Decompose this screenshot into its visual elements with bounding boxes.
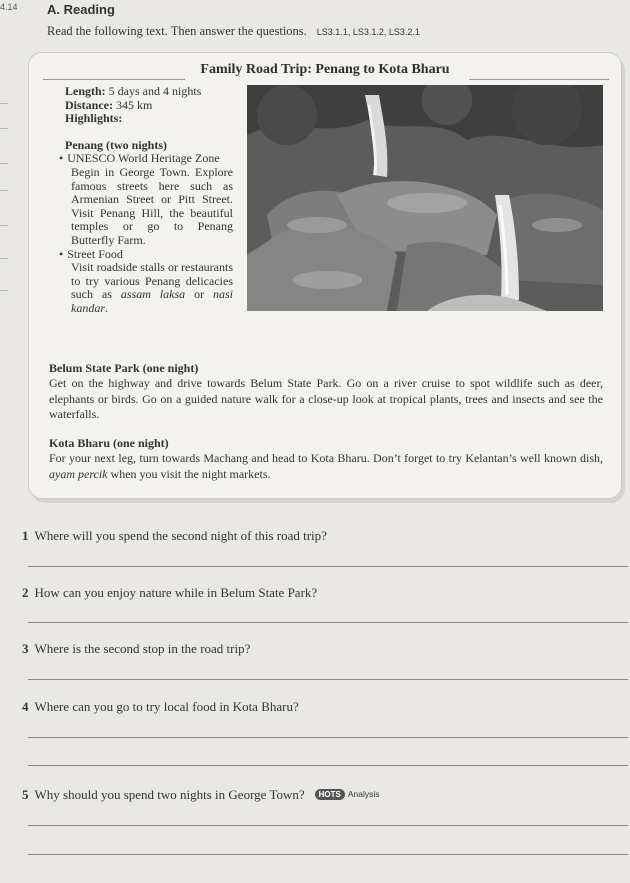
margin-mark <box>0 190 8 191</box>
margin-mark <box>0 258 8 259</box>
question-text: Why should you spend two nights in George Town? <box>34 787 305 802</box>
hots-label: Analysis <box>347 789 380 799</box>
question-4 <box>22 699 299 715</box>
answer-line-5a[interactable] <box>28 825 628 826</box>
belum-text: Get on the highway and drive towards Belum State Park. Go on a river cruise to spot wildlife such as deer, elephants or birds. Go on a guided nature walk for a close-up look at tropical plants, trees and insects and see the waterfalls. <box>49 376 603 422</box>
question-number: 5 <box>22 787 29 802</box>
penang-food-text <box>65 261 233 315</box>
passage-box <box>28 52 622 499</box>
dish-end: . <box>105 300 108 315</box>
answer-line-5b[interactable] <box>28 854 628 855</box>
instruction-text: Read the following text. Then answer the questions. <box>47 24 307 38</box>
title-rule-right <box>469 79 609 80</box>
dish-ayam-percik: ayam percik <box>49 466 108 481</box>
length-value: 5 days and 4 nights <box>108 84 202 98</box>
standards-codes: LS3.1.1, LS3.1.2, LS3.2.1 <box>316 27 420 37</box>
question-text: Where is the second stop in the road trip? <box>34 641 251 656</box>
question-number: 1 <box>22 528 29 543</box>
question-1 <box>22 528 327 544</box>
instruction <box>47 24 420 39</box>
question-number: 2 <box>22 585 29 600</box>
passage-title: Family Road Trip: Penang to Kota Bharu <box>200 62 450 77</box>
question-text: How can you enjoy nature while in Belum State Park? <box>34 585 318 600</box>
answer-line-4b[interactable] <box>28 765 628 766</box>
answer-line-4a[interactable] <box>28 737 628 738</box>
kota-text-end: when you visit the night markets. <box>110 466 271 481</box>
penang-food-plain: Visit roadside stalls or restaurants to try various Penang delicacies such as <box>71 260 233 302</box>
question-text: Where can you go to try local food in Kota Bharu? <box>34 699 299 714</box>
kota-heading: Kota Bharu (one night) <box>49 436 169 450</box>
dish-assam-laksa: assam laksa <box>120 287 186 302</box>
margin-mark <box>0 103 8 104</box>
length-line <box>65 85 233 99</box>
question-3 <box>22 641 250 657</box>
distance-value: 345 km <box>116 97 153 112</box>
answer-line-2[interactable] <box>28 622 628 623</box>
question-5 <box>22 787 380 803</box>
dish-nasi-kandar: nasi kandar <box>71 287 234 315</box>
waterfall-photo <box>247 85 603 311</box>
length-label: Length: <box>65 84 106 98</box>
margin-mark <box>0 290 8 291</box>
answer-line-3[interactable] <box>28 679 628 680</box>
hots-badge: HOTS <box>315 789 345 800</box>
kota-text-plain: For your next leg, turn towards Machang and head to Kota Bharu. Don’t forget to try Kelantan’s well known dish, <box>49 451 603 466</box>
question-number: 4 <box>22 699 29 714</box>
belum-section <box>49 361 603 423</box>
kota-text <box>49 451 603 482</box>
question-text: Where will you spend the second night of this road trip? <box>34 528 327 543</box>
margin-mark <box>0 163 8 164</box>
margin-mark <box>0 128 8 129</box>
penang-bullet-heritage: • UNESCO World Heritage Zone <box>65 152 233 166</box>
highlights-label: Highlights: <box>65 111 123 126</box>
question-number: 3 <box>22 641 29 656</box>
section-title: A. Reading <box>47 2 115 17</box>
question-2 <box>22 585 317 601</box>
trip-summary <box>65 85 233 316</box>
title-rule-left <box>43 79 185 80</box>
page-number: 4.14 <box>0 2 18 12</box>
penang-heading: Penang (two nights) <box>65 137 168 152</box>
kota-bharu-section <box>49 436 603 482</box>
margin-mark <box>0 225 8 226</box>
distance-label: Distance: <box>65 97 113 112</box>
penang-bullet-food: • Street Food <box>65 248 233 262</box>
waterfall-image <box>247 85 603 311</box>
answer-line-1[interactable] <box>28 566 628 567</box>
penang-heritage-text: Begin in George Town. Explore famous streets here such as Armenian Street or Pitt Street. Visit Penang Hill, the beautiful temples or go to Penang Butterfly Farm. <box>71 164 233 247</box>
belum-heading: Belum State Park (one night) <box>49 361 199 375</box>
distance-line <box>65 99 233 113</box>
dish-or: or <box>194 287 205 302</box>
